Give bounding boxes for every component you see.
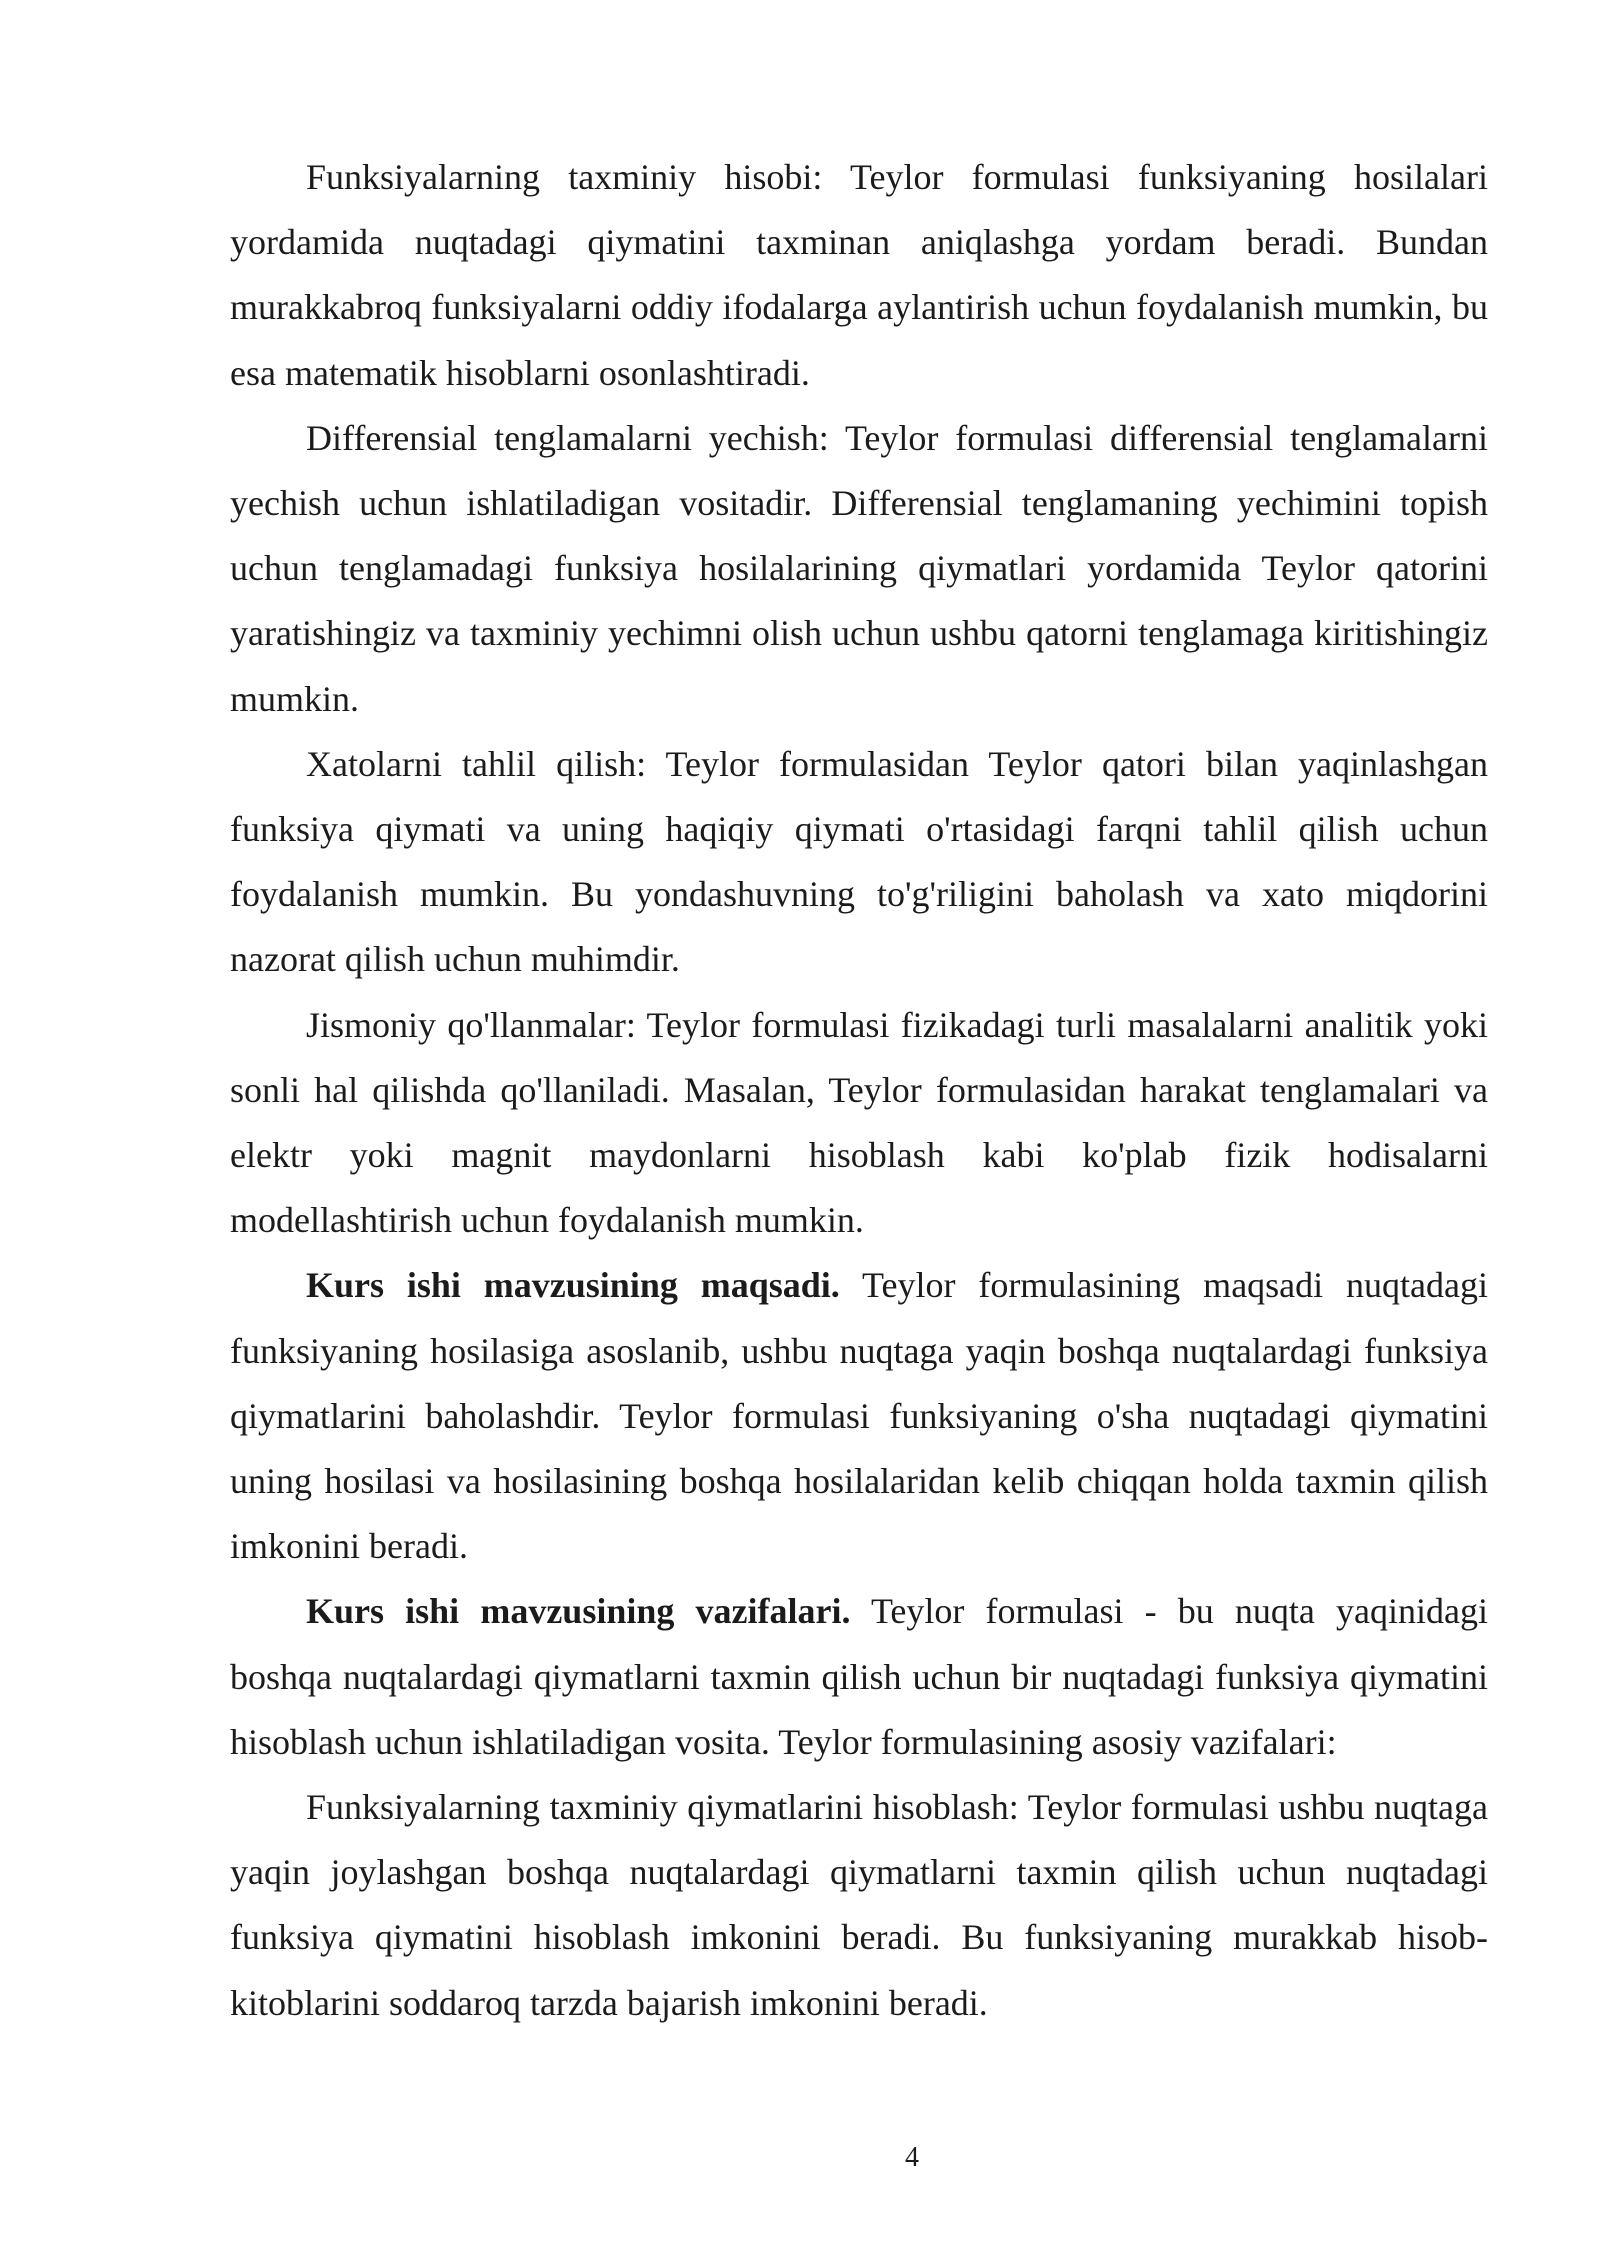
paragraph-lead: Kurs ishi mavzusining maqsadi. xyxy=(306,1265,840,1306)
paragraph-text: Differensial tenglamalarni yechish: Teylor formulasi differensial tenglamalarni yechish uchun ishlatiladigan vositadir. Differensial tenglamaning yechimini topish uchun tenglamadagi funksiya hosilalarining qiymatlari yordamida Teylor qatorini yaratishingiz va taxminiy yechimni olish uchun ushbu qatorni tenglamaga kiritishingiz mumkin. xyxy=(230,417,1488,719)
paragraph-text: Funksiyalarning taxminiy qiymatlarini hisoblash: Teylor formulasi ushbu nuqtaga yaqin joylashgan boshqa nuqtalardagi qiymatlarni taxmin qilish uchun nuqtadagi funksiya qiymatini hisoblash imkonini beradi. Bu funksiyaning murakkab hisob-kitoblarini soddaroq tarzda bajarish imkonini beradi. xyxy=(230,1787,1488,2023)
paragraph-course-tasks xyxy=(230,1579,1488,1775)
paragraph-text: Teylor formulasining maqsadi nuqtadagi funksiyaning hosilasiga asoslanib, ushbu nuqtaga yaqin boshqa nuqtalardagi funksiya qiymatlarini baholashdir. Teylor formulasi funksiyaning o'sha nuqtadagi qiymatini uning hosilasi va hosilasining boshqa hosilalaridan kelib chiqqan holda taxmin qilish imkonini beradi. xyxy=(230,1265,1488,1567)
paragraph-lead: Kurs ishi mavzusining vazifalari. xyxy=(306,1591,851,1632)
paragraph-course-goal xyxy=(230,1253,1488,1579)
paragraph-text: Funksiyalarning taxminiy hisobi: Teylor formulasi funksiyaning hosilalari yordamida nuqtadagi qiymatini taxminan aniqlashga yordam beradi. Bundan murakkabroq funksiyalarni oddiy ifodalarga aylantirish uchun foydalanish mumkin, bu esa matematik hisoblarni osonlashtiradi. xyxy=(230,157,1488,393)
page-number: 4 xyxy=(905,2142,919,2173)
paragraph-text: Teylor formulasi - bu nuqta yaqinidagi boshqa nuqtalardagi qiymatlarni taxmin qilish uchun bir nuqtadagi funksiya qiymatini hisoblash uchun ishlatiladigan vosita. Teylor formulasining asosiy vazifalari: xyxy=(230,1591,1488,1762)
paragraph-text: Xatolarni tahlil qilish: Teylor formulasidan Teylor qatori bilan yaqinlashgan funksiya qiymati va uning haqiqiy qiymati o'rtasidagi farqni tahlil qilish uchun foydalanish mumkin. Bu yondashuvning to'g'riligini baholash va xato miqdorini nazorat qilish uchun muhimdir. xyxy=(230,743,1488,980)
paragraph-physical-applications xyxy=(230,993,1488,1254)
paragraph-error-analysis xyxy=(230,732,1488,993)
paragraph-differential-equations xyxy=(230,406,1488,732)
paragraph-approximate-calculation xyxy=(230,145,1488,406)
body-text xyxy=(230,145,1488,2036)
paragraph-approximate-values xyxy=(230,1775,1488,2036)
paragraph-text: Jismoniy qo'llanmalar: Teylor formulasi fizikadagi turli masalalarni analitik yoki sonli hal qilishda qo'llaniladi. Masalan, Teylor formulasidan harakat tenglamalari va elektr yoki magnit maydonlarni hisoblash kabi ko'plab fizik hodisalarni modellashtirish uchun foydalanish mumkin. xyxy=(230,1004,1488,1241)
